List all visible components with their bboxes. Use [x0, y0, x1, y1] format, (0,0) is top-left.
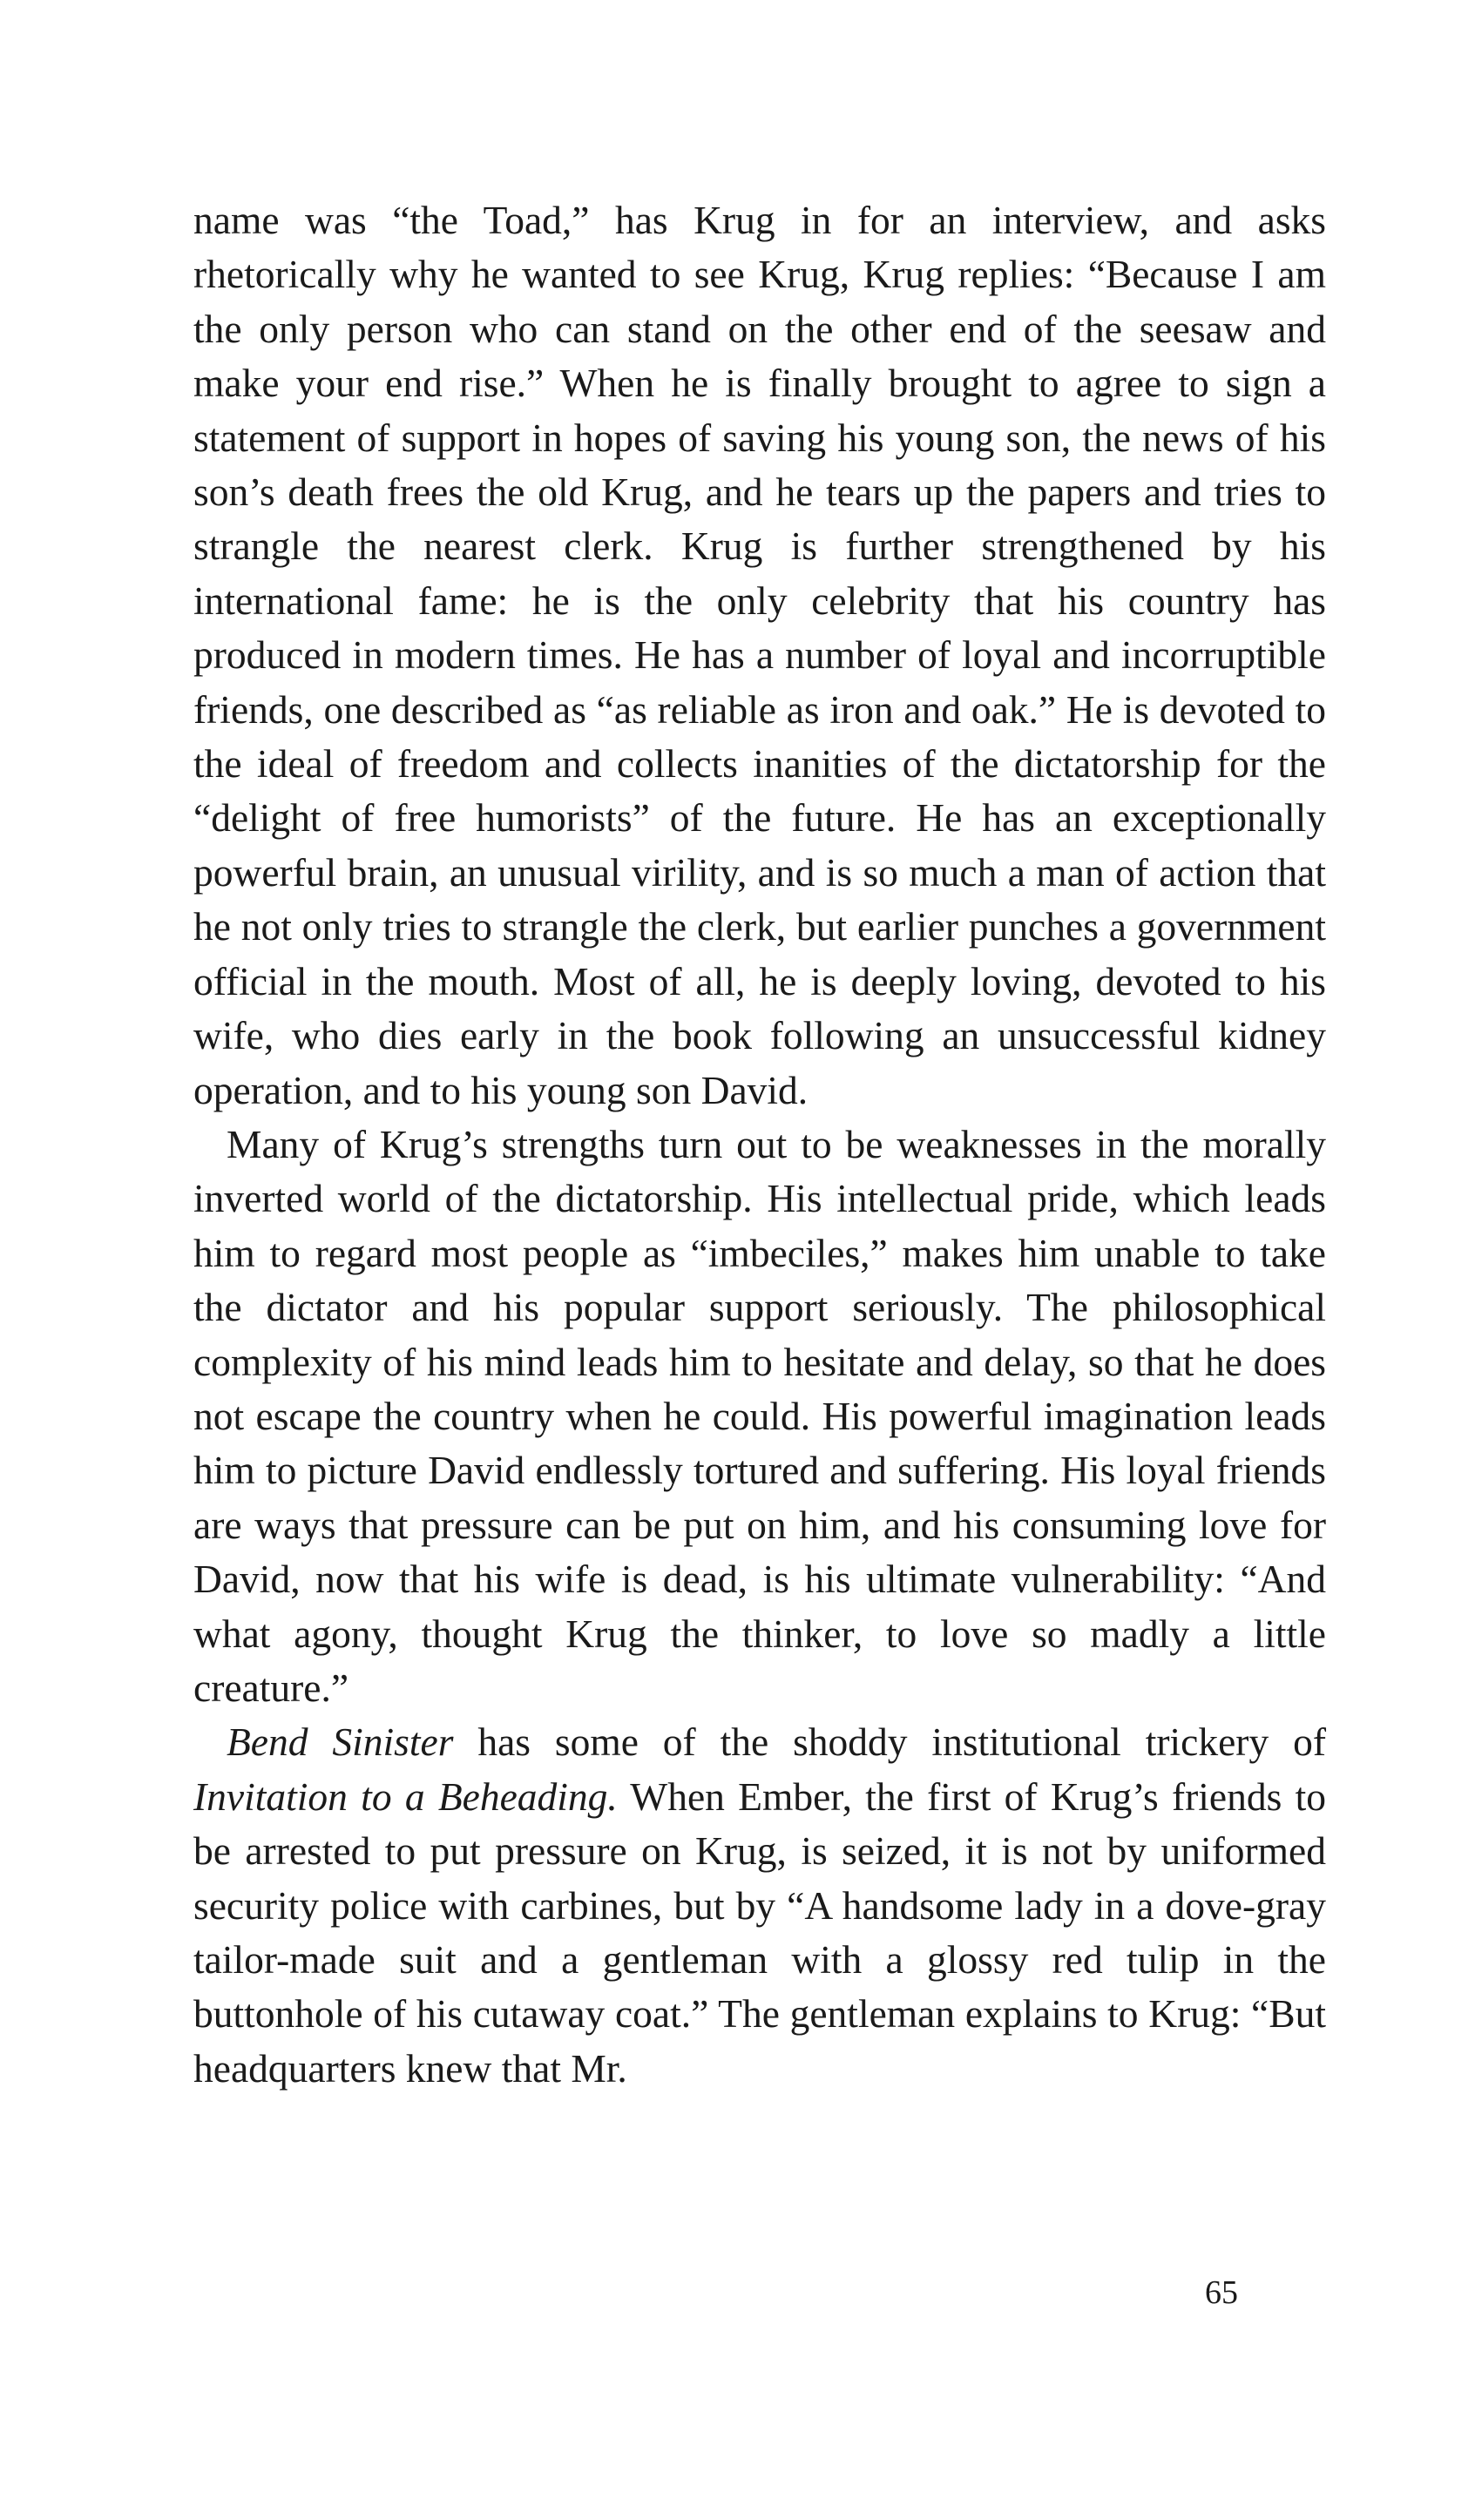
text-run: has some of the shoddy institutional trickery of — [453, 1719, 1326, 1765]
text-run: name was “the Toad,” has Krug in for an interview, and asks rhetorically why he wanted to see Krug, Krug replies: “Because I am the only person who can stand on the other end of the seesaw and make your end rise.” When he is finally brought to agree to sign a statement of support in hopes of saving his young son, the news of his son’s death frees the old Krug, and he tears up the papers and tries to strangle the nearest clerk. Krug is further strengthened by his international fame: he is the only celebrity that his country has produced in modern times. He has a number of loyal and incorruptible friends, one described as “as reliable as iron and oak.” He is devoted to the ideal of freedom and collects inanities of the dictatorship for the “delight of free humorists” of the future. He has an exceptionally powerful brain, an unusual virility, and is so much a man of action that he not only tries to strangle the clerk, but earlier punches a government official in the mouth. Most of all, he is deeply loving, devoted to his wife, who dies early in the book following an unsuccessful kidney operation, and to his young son David. — [193, 198, 1326, 1112]
paragraph — [193, 193, 1326, 1118]
page-number: 65 — [1205, 2274, 1238, 2311]
text-run: When Ember, the first of Krug’s friends to be arrested to put pressure on Krug, is seized, it is not by uniformed security police with carbines, but by “A handsome lady in a dove-gray tailor-made suit and a gentleman with a glossy red tulip in the buttonhole of his cutaway coat.” The gentleman explains to Krug: “But headquarters knew that Mr. — [193, 1773, 1326, 2091]
italic-title-text: Bend Sinister — [227, 1719, 454, 1765]
text-run: Many of Krug’s strengths turn out to be weaknesses in the morally inverted world of the dictatorship. His intellectual pride, which leads him to regard most people as “imbeciles,” makes him unable to take the dictator and his popular support seriously. The philosophical complexity of his mind leads him to hesitate and delay, so that he does not escape the country when he could. His powerful imagination leads him to picture David endlessly tortured and suffering. His loyal friends are ways that pressure can be put on him, and his consuming love for David, now that his wife is dead, is his ultimate vulnerability: “And what agony, thought Krug the thinker, to love so madly a little creature.” — [193, 1121, 1326, 1710]
body-text — [193, 193, 1326, 2096]
paragraph — [193, 1715, 1326, 2096]
italic-title-text: Invitation to a Beheading. — [193, 1773, 618, 1819]
paragraph — [193, 1118, 1326, 1715]
